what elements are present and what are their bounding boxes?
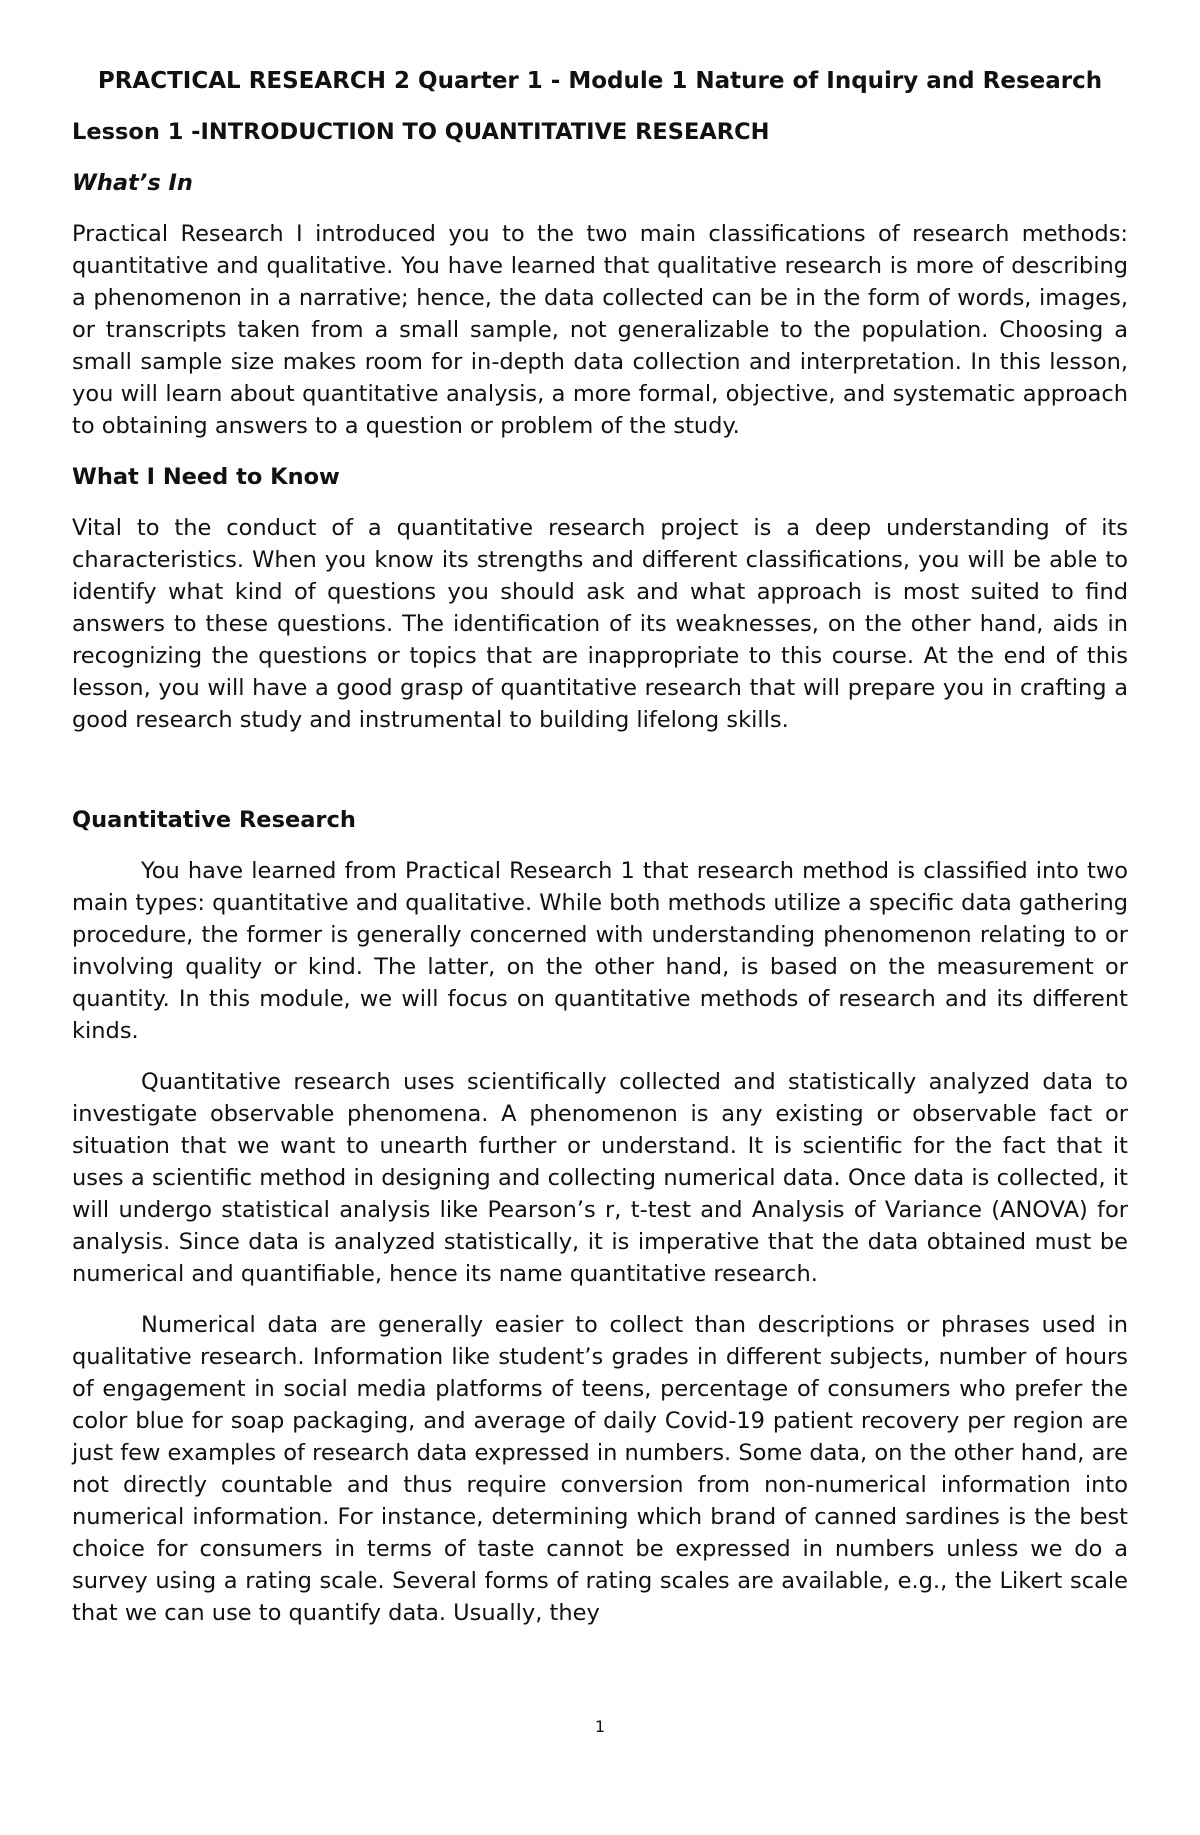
what-i-need-to-know-heading: What I Need to Know (72, 464, 340, 490)
quantitative-research-paragraph-3: Numerical data are generally easier to collect than descriptions or phrases used in qualitative research. Information like student’s grades in different subjects, number of hours of engagement in social media platforms of teens, percentage of consumers who prefer the color blue for soap packaging, and average of daily Covid-19 patient recovery per region are just few examples of research data expressed in numbers. Some data, on the other hand, are not directly countable and thus require conversion from non-numerical information into numerical information. For instance, determining which brand of canned sardines is the best choice for consumers in terms of taste cannot be expressed in numbers unless we do a survey using a rating scale. Several forms of rating scales are available, e.g., the Likert scale that we can use to quantify data. Usually, they (72, 1312, 1128, 1626)
section-spacer (72, 755, 1128, 804)
quantitative-research-paragraph-1: You have learned from Practical Research 1 that research method is classified into two main types: quantitative and qualitative. While both methods utilize a specific data gathering procedure, the former is generally concerned with understanding phenomenon relating to or involving quality or kind. The latter, on the other hand, is based on the measurement or quantity. In this module, we will focus on quantitative methods of research and its different kinds. (72, 858, 1128, 1044)
lesson-heading: Lesson 1 -INTRODUCTION TO QUANTITATIVE RESEARCH (72, 119, 770, 145)
what-i-need-to-know-paragraph: Vital to the conduct of a quantitative research project is a deep understanding of its characteristics. When you know its strengths and different classifications, you will be able to identify what kind of questions you should ask and what approach is most suited to find answers to these questions. The identification of its weaknesses, on the other hand, aids in recognizing the questions or topics that are inappropriate to this course. At the end of this lesson, you will have a good grasp of quantitative research that will prepare you in crafting a good research study and instrumental to building lifelong skills. (72, 515, 1128, 733)
page-number: 1 (594, 1717, 606, 1736)
whats-in-paragraph: Practical Research I introduced you to the two main classifications of research methods: quantitative and qualitative. You have learned that qualitative research is more of describing a phenomenon in a narrative; hence, the data collected can be in the form of words, images, or transcripts taken from a small sample, not generalizable to the population. Choosing a small sample size makes room for in-depth data collection and interpretation. In this lesson, you will learn about quantitative analysis, a more formal, objective, and systematic approach to obtaining answers to a question or problem of the study. (72, 221, 1128, 439)
whats-in-heading: What’s In (72, 170, 193, 196)
quantitative-research-heading: Quantitative Research (72, 807, 356, 833)
document-page (72, 52, 1128, 1648)
quantitative-research-paragraph-2: Quantitative research uses scientifically collected and statistically analyzed data to investigate observable phenomena. A phenomenon is any existing or observable fact or situation that we want to unearth further or understand. It is scientific for the fact that it uses a scientific method in designing and collecting numerical data. Once data is collected, it will undergo statistical analysis like Pearson’s r, t-test and Analysis of Variance (ANOVA) for analysis. Since data is analyzed statistically, it is imperative that the data obtained must be numerical and quantifiable, hence its name quantitative research. (72, 1069, 1128, 1287)
document-title: PRACTICAL RESEARCH 2 Quarter 1 - Module 1 Nature of Inquiry and Research (97, 68, 1103, 94)
